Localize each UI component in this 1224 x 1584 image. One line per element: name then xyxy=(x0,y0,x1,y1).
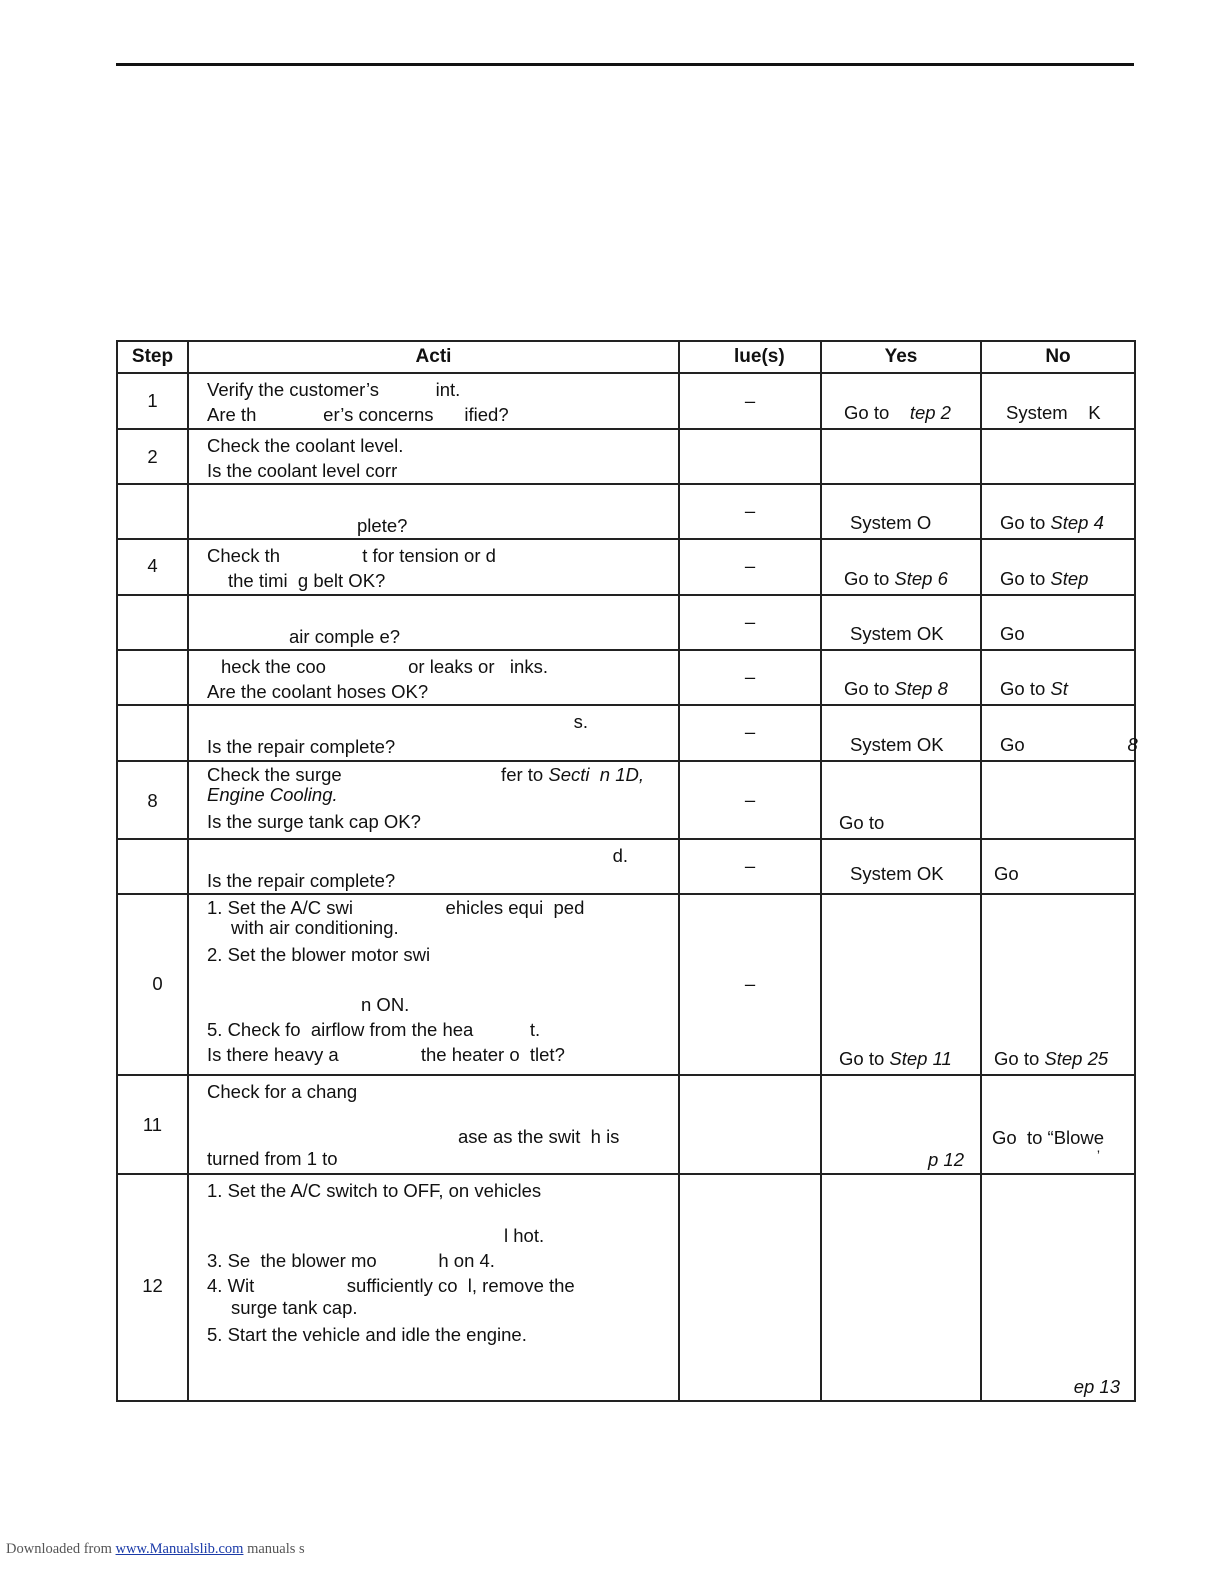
table-row xyxy=(117,373,1135,429)
values-cell: – xyxy=(744,611,756,632)
action-line: n ON. xyxy=(361,994,410,1015)
action-line: surge tank cap. xyxy=(231,1297,358,1318)
values-cell: – xyxy=(744,555,756,576)
footer xyxy=(6,1541,305,1558)
no-cell xyxy=(981,429,1135,484)
action-line: Check the coolant level. xyxy=(207,435,404,456)
values-cell xyxy=(679,1075,821,1174)
action-line: Engine Cooling. xyxy=(207,784,338,805)
step-number xyxy=(117,839,188,894)
action-line: d. xyxy=(612,845,628,866)
yes-cell: Go to tep 2 xyxy=(844,402,951,423)
no-cell: Go to Step xyxy=(1000,568,1089,589)
action-line: Is the repair complete? xyxy=(207,870,396,891)
action-line: s. xyxy=(573,711,588,732)
yes-cell: System O xyxy=(850,512,932,533)
action-line: 3. Se the blower mo h on 4. xyxy=(207,1250,495,1271)
no-cell xyxy=(981,761,1135,839)
table-row xyxy=(117,429,1135,484)
action-line: the timi g belt OK? xyxy=(228,570,386,591)
values-cell: – xyxy=(744,500,756,521)
values-cell: – xyxy=(744,721,756,742)
action-line: 5. Check fo airflow from the hea t. xyxy=(207,1019,541,1040)
diagnostic-table xyxy=(116,340,1136,1402)
action-line: air comple e? xyxy=(289,626,401,647)
step-number: 0 xyxy=(152,973,163,994)
table-row xyxy=(117,1174,1135,1401)
yes-cell: p 12 xyxy=(927,1149,964,1170)
action-line: Verify the customer’s int. xyxy=(207,379,461,400)
action-line: Check the surge fer to Secti n 1D, xyxy=(207,764,644,785)
table-row xyxy=(117,761,1135,839)
action-line: l hot. xyxy=(504,1225,545,1246)
table-row xyxy=(117,1075,1135,1174)
table-row xyxy=(117,650,1135,705)
action-line: 1. Set the A/C swi ehicles equi ped xyxy=(207,897,585,918)
header-no: No xyxy=(981,341,1135,373)
footer-suffix: manuals s xyxy=(243,1541,305,1557)
yes-cell: System OK xyxy=(850,863,944,884)
step-number: 4 xyxy=(147,555,158,576)
no-cell: ep 13 xyxy=(1073,1376,1120,1397)
no-cell: Go to Step 25 xyxy=(994,1048,1109,1069)
table-row xyxy=(117,894,1135,1075)
header-action: Acti xyxy=(188,341,679,373)
no-cell: Go to “Blowe xyxy=(992,1127,1105,1148)
action-line: Check th t for tension or d xyxy=(207,545,496,566)
action-line xyxy=(207,967,668,992)
step-number: 11 xyxy=(142,1114,163,1135)
values-cell: – xyxy=(744,973,756,994)
step-number: 2 xyxy=(147,446,158,467)
header-step: Step xyxy=(117,341,188,373)
action-line: 4. Wit sufficiently co l, remove the xyxy=(207,1275,575,1296)
yes-cell: Go to xyxy=(839,812,885,833)
action-line: Are the coolant hoses OK? xyxy=(207,681,429,702)
yes-cell: Go to Step 6 xyxy=(844,568,948,589)
values-cell: – xyxy=(744,789,756,810)
yes-cell xyxy=(821,1174,981,1401)
yes-cell: System OK xyxy=(850,734,944,755)
values-cell xyxy=(679,1174,821,1401)
no-cell: Go xyxy=(994,863,1019,884)
step-number: 8 xyxy=(147,790,158,811)
action-line: Is there heavy a the heater o tlet? xyxy=(207,1044,565,1065)
no-cell: Go to St xyxy=(1000,678,1068,699)
step-number: 1 xyxy=(147,390,158,411)
table-row xyxy=(117,595,1135,650)
values-cell: – xyxy=(744,390,756,411)
action-line: ase as the swit h is xyxy=(458,1126,620,1147)
action-line: Is the repair complete? xyxy=(207,736,396,757)
footer-prefix: Downloaded from xyxy=(6,1541,116,1557)
top-rule xyxy=(116,63,1134,66)
step-number: 12 xyxy=(142,1275,163,1296)
yes-cell: System OK xyxy=(850,623,944,644)
action-line: Is the coolant level corr xyxy=(207,460,398,481)
action-line: turned from 1 to xyxy=(207,1148,338,1169)
no-cell: Go to Step 4 xyxy=(1000,512,1104,533)
values-cell: – xyxy=(744,666,756,687)
values-cell: – xyxy=(744,855,756,876)
values-cell xyxy=(679,429,821,484)
table-header-row xyxy=(117,341,1135,373)
action-line: Are th er’s concerns ified? xyxy=(207,404,509,425)
action-line: plete? xyxy=(357,515,408,536)
table-row xyxy=(117,839,1135,894)
apostrophe-mark: ’ xyxy=(1096,1147,1100,1163)
footer-link[interactable]: www.Manualslib.com xyxy=(115,1541,244,1557)
step-number xyxy=(117,705,188,761)
action-line: 2. Set the blower motor swi xyxy=(207,944,431,965)
yes-cell: Go to Step 11 xyxy=(839,1048,952,1069)
step-number xyxy=(117,650,188,705)
step-number xyxy=(117,595,188,650)
table-row xyxy=(117,705,1135,761)
action-line: 5. Start the vehicle and idle the engine. xyxy=(207,1324,527,1345)
action-line: heck the coo or leaks or inks. xyxy=(221,656,548,677)
no-cell: Go 8 xyxy=(1000,734,1138,755)
action-line: with air conditioning. xyxy=(231,917,399,938)
step-number xyxy=(117,484,188,539)
no-cell: System K xyxy=(1006,402,1101,423)
action-line: 1. Set the A/C switch to OFF, on vehicles xyxy=(207,1180,542,1201)
action-line: Check for a chang xyxy=(207,1081,358,1102)
table-row xyxy=(117,539,1135,595)
header-values: lue(s) xyxy=(679,341,821,373)
no-cell: Go xyxy=(1000,623,1025,644)
yes-cell: Go to Step 8 xyxy=(844,678,948,699)
table-row xyxy=(117,484,1135,539)
action-line: Is the surge tank cap OK? xyxy=(207,811,421,832)
header-yes: Yes xyxy=(821,341,981,373)
yes-cell xyxy=(821,429,981,484)
